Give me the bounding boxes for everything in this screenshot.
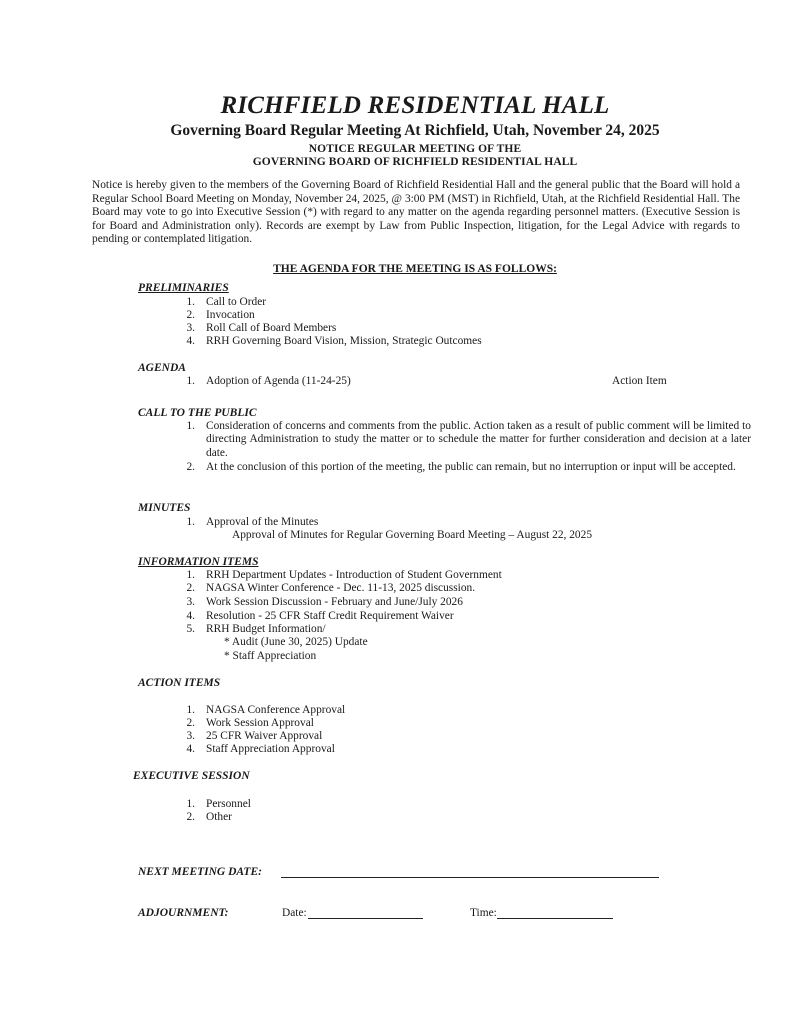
item-number: 4. (186, 610, 195, 622)
section-heading-information-items: INFORMATION ITEMS (138, 556, 259, 568)
agenda-heading: THE AGENDA FOR THE MEETING IS AS FOLLOWS: (273, 263, 557, 275)
item-number: 2. (186, 461, 195, 473)
item-number: 1. (186, 296, 195, 308)
section-heading-agenda: AGENDA (138, 362, 186, 374)
item-text: RRH Budget Information/ (206, 623, 326, 635)
action-item-label: Action Item (612, 375, 667, 387)
section-heading-preliminaries: PRELIMINARIES (138, 282, 229, 294)
document-title: RICHFIELD RESIDENTIAL HALL (220, 92, 610, 119)
section-heading-executive-session: EXECUTIVE SESSION (133, 770, 250, 782)
item-text: RRH Governing Board Vision, Mission, Strategic Outcomes (206, 335, 482, 347)
item-text: NAGSA Conference Approval (206, 704, 346, 716)
document-subtitle: Governing Board Regular Meeting At Richfield, Utah, November 24, 2025 (170, 122, 660, 139)
date-label: Date: (282, 907, 307, 919)
item-number: 3. (186, 322, 195, 334)
item-number: 1. (186, 704, 195, 716)
section-heading-minutes: MINUTES (138, 502, 191, 514)
item-text: Roll Call of Board Members (206, 322, 337, 334)
item-text: RRH Department Updates - Introduction of Student Government (206, 569, 502, 581)
item-number: 2. (186, 582, 195, 594)
item-number: 2. (186, 309, 195, 321)
item-text: Work Session Discussion - February and June/July 2026 (206, 596, 463, 608)
item-number: 1. (186, 569, 195, 581)
item-text: Work Session Approval (206, 717, 314, 729)
item-number: 3. (186, 730, 195, 742)
item-number: 1. (186, 375, 195, 387)
next-meeting-date-line (281, 877, 659, 878)
time-label: Time: (470, 907, 497, 919)
list-item (181, 420, 751, 460)
item-number: 4. (186, 335, 195, 347)
item-text: Staff Appreciation Approval (206, 743, 335, 755)
item-number: 2. (186, 811, 195, 823)
item-text: Resolution - 25 CFR Staff Credit Requirement Waiver (206, 610, 454, 622)
notice-heading-line2: GOVERNING BOARD OF RICHFIELD RESIDENTIAL HALL (252, 156, 578, 168)
item-number: 2. (186, 717, 195, 729)
item-number: 1. (186, 420, 195, 432)
item-text: Adoption of Agenda (11-24-25) (206, 375, 351, 387)
item-text: Consideration of concerns and comments from the public. Action taken as a result of public comment will be limited to directing Administration to study the matter or to schedule the matter for further consideration and decision at a later date. (206, 420, 751, 459)
time-line (497, 918, 613, 919)
next-meeting-date-label: NEXT MEETING DATE: (138, 866, 262, 878)
budget-subitem-staff: * Staff Appreciation (224, 650, 317, 662)
adjournment-label: ADJOURNMENT: (138, 907, 229, 919)
section-heading-call-to-public: CALL TO THE PUBLIC (138, 407, 257, 419)
item-number: 1. (186, 516, 195, 528)
item-number: 4. (186, 743, 195, 755)
item-number: 5. (186, 623, 195, 635)
item-number: 3. (186, 596, 195, 608)
notice-heading-line1: NOTICE REGULAR MEETING OF THE (308, 143, 522, 155)
item-number: 1. (186, 798, 195, 810)
item-text: 25 CFR Waiver Approval (206, 730, 323, 742)
item-text: Approval of the Minutes (206, 516, 319, 528)
section-heading-action-items: ACTION ITEMS (138, 677, 221, 689)
notice-paragraph: Notice is hereby given to the members of the Governing Board of Richfield Residential Hall and the general public that the Board will hold a Regular School Board Meeting on Monday, November 24, 2025, @ 3:00 PM (MST) in Richfield, Utah, at the Richfield Residential Hall. The Board may vote to go into Executive Session (*) with regard to any matter on the agenda regarding personnel matters. (Executive Session is for Board and Administration only). Records are exempt by Law from Public Inspection, litigation, for the Legal Advice with regards to pending or contemplated litigation. (92, 179, 740, 246)
budget-subitem-audit: * Audit (June 30, 2025) Update (224, 636, 368, 648)
item-text: At the conclusion of this portion of the meeting, the public can remain, but no interruption or input will be accepted. (206, 461, 736, 473)
minutes-subline: Approval of Minutes for Regular Governing Board Meeting – August 22, 2025 (232, 529, 593, 541)
item-text: Personnel (206, 798, 251, 810)
item-text: NAGSA Winter Conference - Dec. 11-13, 2025 discussion. (206, 582, 476, 594)
item-text: Call to Order (206, 296, 267, 308)
item-text: Invocation (206, 309, 255, 321)
list-item (181, 461, 751, 489)
item-text: Other (206, 811, 232, 823)
date-line (308, 918, 423, 919)
